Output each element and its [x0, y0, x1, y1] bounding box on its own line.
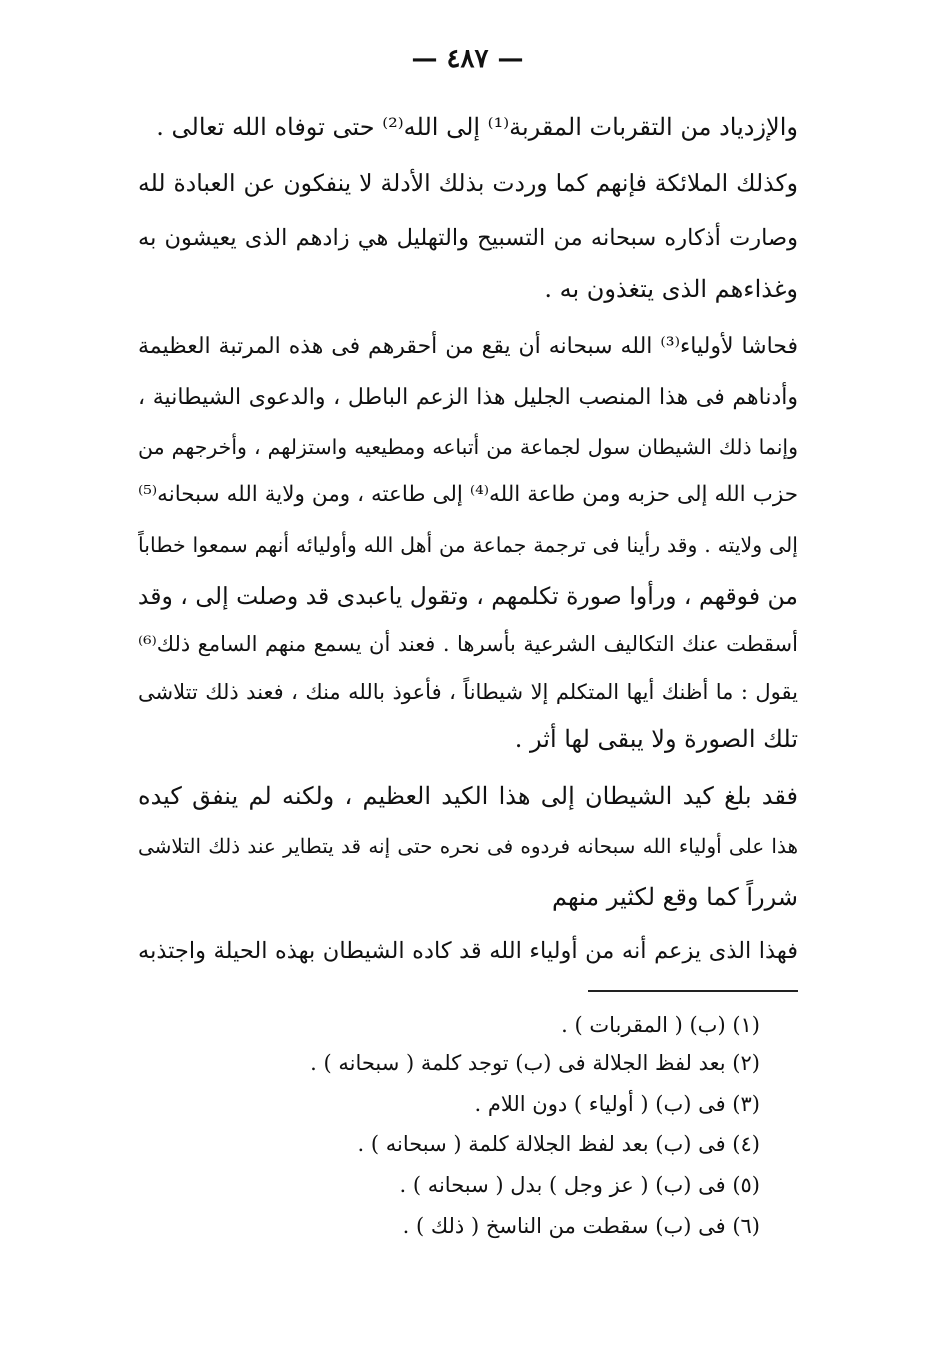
text-line: وصارت أذكاره سبحانه من التسبيح والتهليل هي زادهم الذى يعيشون به	[138, 225, 798, 251]
page-number: — ٤٨٧ —	[411, 44, 524, 74]
text-line: فحاشا لأولياء⁽³⁾ الله سبحانه أن يقع من أحقرهم فى هذه المرتبة العظيمة	[138, 334, 798, 359]
text-line: حزب الله إلى حزبه ومن طاعة الله⁽⁴⁾ إلى طاعته ، ومن ولاية الله سبحانه⁽⁵⁾	[138, 482, 798, 507]
text-line: وكذلك الملائكة فإنهم كما وردت بذلك الأدلة لا ينفكون عن العبادة لله	[138, 169, 798, 197]
text-line: إلى ولايته . وقد رأينا فى ترجمة جماعة من أهل الله وأوليائه أنهم سمعوا خطاباً	[138, 533, 798, 557]
text-line: من فوقهم ، ورأوا صورة تكلمهم ، وتقول ياعبدى قد وصلت إلى ، وقد	[138, 582, 798, 610]
text-line: شرراً كما وقع لكثير منهم	[552, 883, 798, 911]
footnote: (١) (ب) ( المقربات ) .	[561, 1013, 760, 1037]
text-line: يقول : ما أظنك أيها المتكلم إلا شيطاناً ، فأعوذ بالله منك ، فعند ذلك تتلاشى	[138, 680, 798, 704]
text-line: وإنما ذلك الشيطان سول لجماعة من أتباعه ومطيعيه واستزلهم ، وأخرجهم من	[138, 435, 798, 459]
footnote: (٦) فى (ب) سقطت من الناسخ ( ذلك ) .	[402, 1214, 760, 1238]
footnote: (٣) فى (ب) ( أولياء ) دون اللام .	[474, 1092, 760, 1116]
text-line: فقد بلغ كيد الشيطان إلى هذا الكيد العظيم ، ولكنه لم ينفق كيده	[138, 782, 798, 810]
footnote: (٥) فى (ب) ( عز وجل ) بدل ( سبحانه ) .	[399, 1173, 760, 1197]
text-line: فهذا الذى يزعم أنه من أولياء الله قد كاده الشيطان بهذه الحيلة واجتذبه	[138, 938, 798, 964]
footnote: (٢) بعد لفظ الجلالة فى (ب) توجد كلمة ( سبحانه ) .	[310, 1051, 760, 1075]
text-line: وغذاءهم الذى يتغذون به .	[544, 275, 798, 303]
text-line: أسقطت عنك التكاليف الشرعية بأسرها . فعند أن يسمع منهم السامع ذلك⁽⁶⁾	[138, 632, 798, 656]
text-line: وأدناهم فى هذا المنصب الجليل هذا الزعم الباطل ، والدعوى الشيطانية ،	[138, 385, 798, 410]
text-line: هذا على أولياء الله سبحانه فردوه فى نحره حتى إنه قد يتطاير عند ذلك التلاشى	[138, 834, 798, 858]
text-line: تلك الصورة ولا يبقى لها أثر .	[514, 725, 798, 753]
text-line: والإزدياد من التقربات المقربة⁽¹⁾ إلى الله⁽²⁾ حتى توفاه الله تعالى .	[156, 113, 798, 141]
footnote-divider	[588, 990, 798, 992]
footnote: (٤) فى (ب) بعد لفظ الجلالة كلمة ( سبحانه ) .	[357, 1132, 760, 1156]
